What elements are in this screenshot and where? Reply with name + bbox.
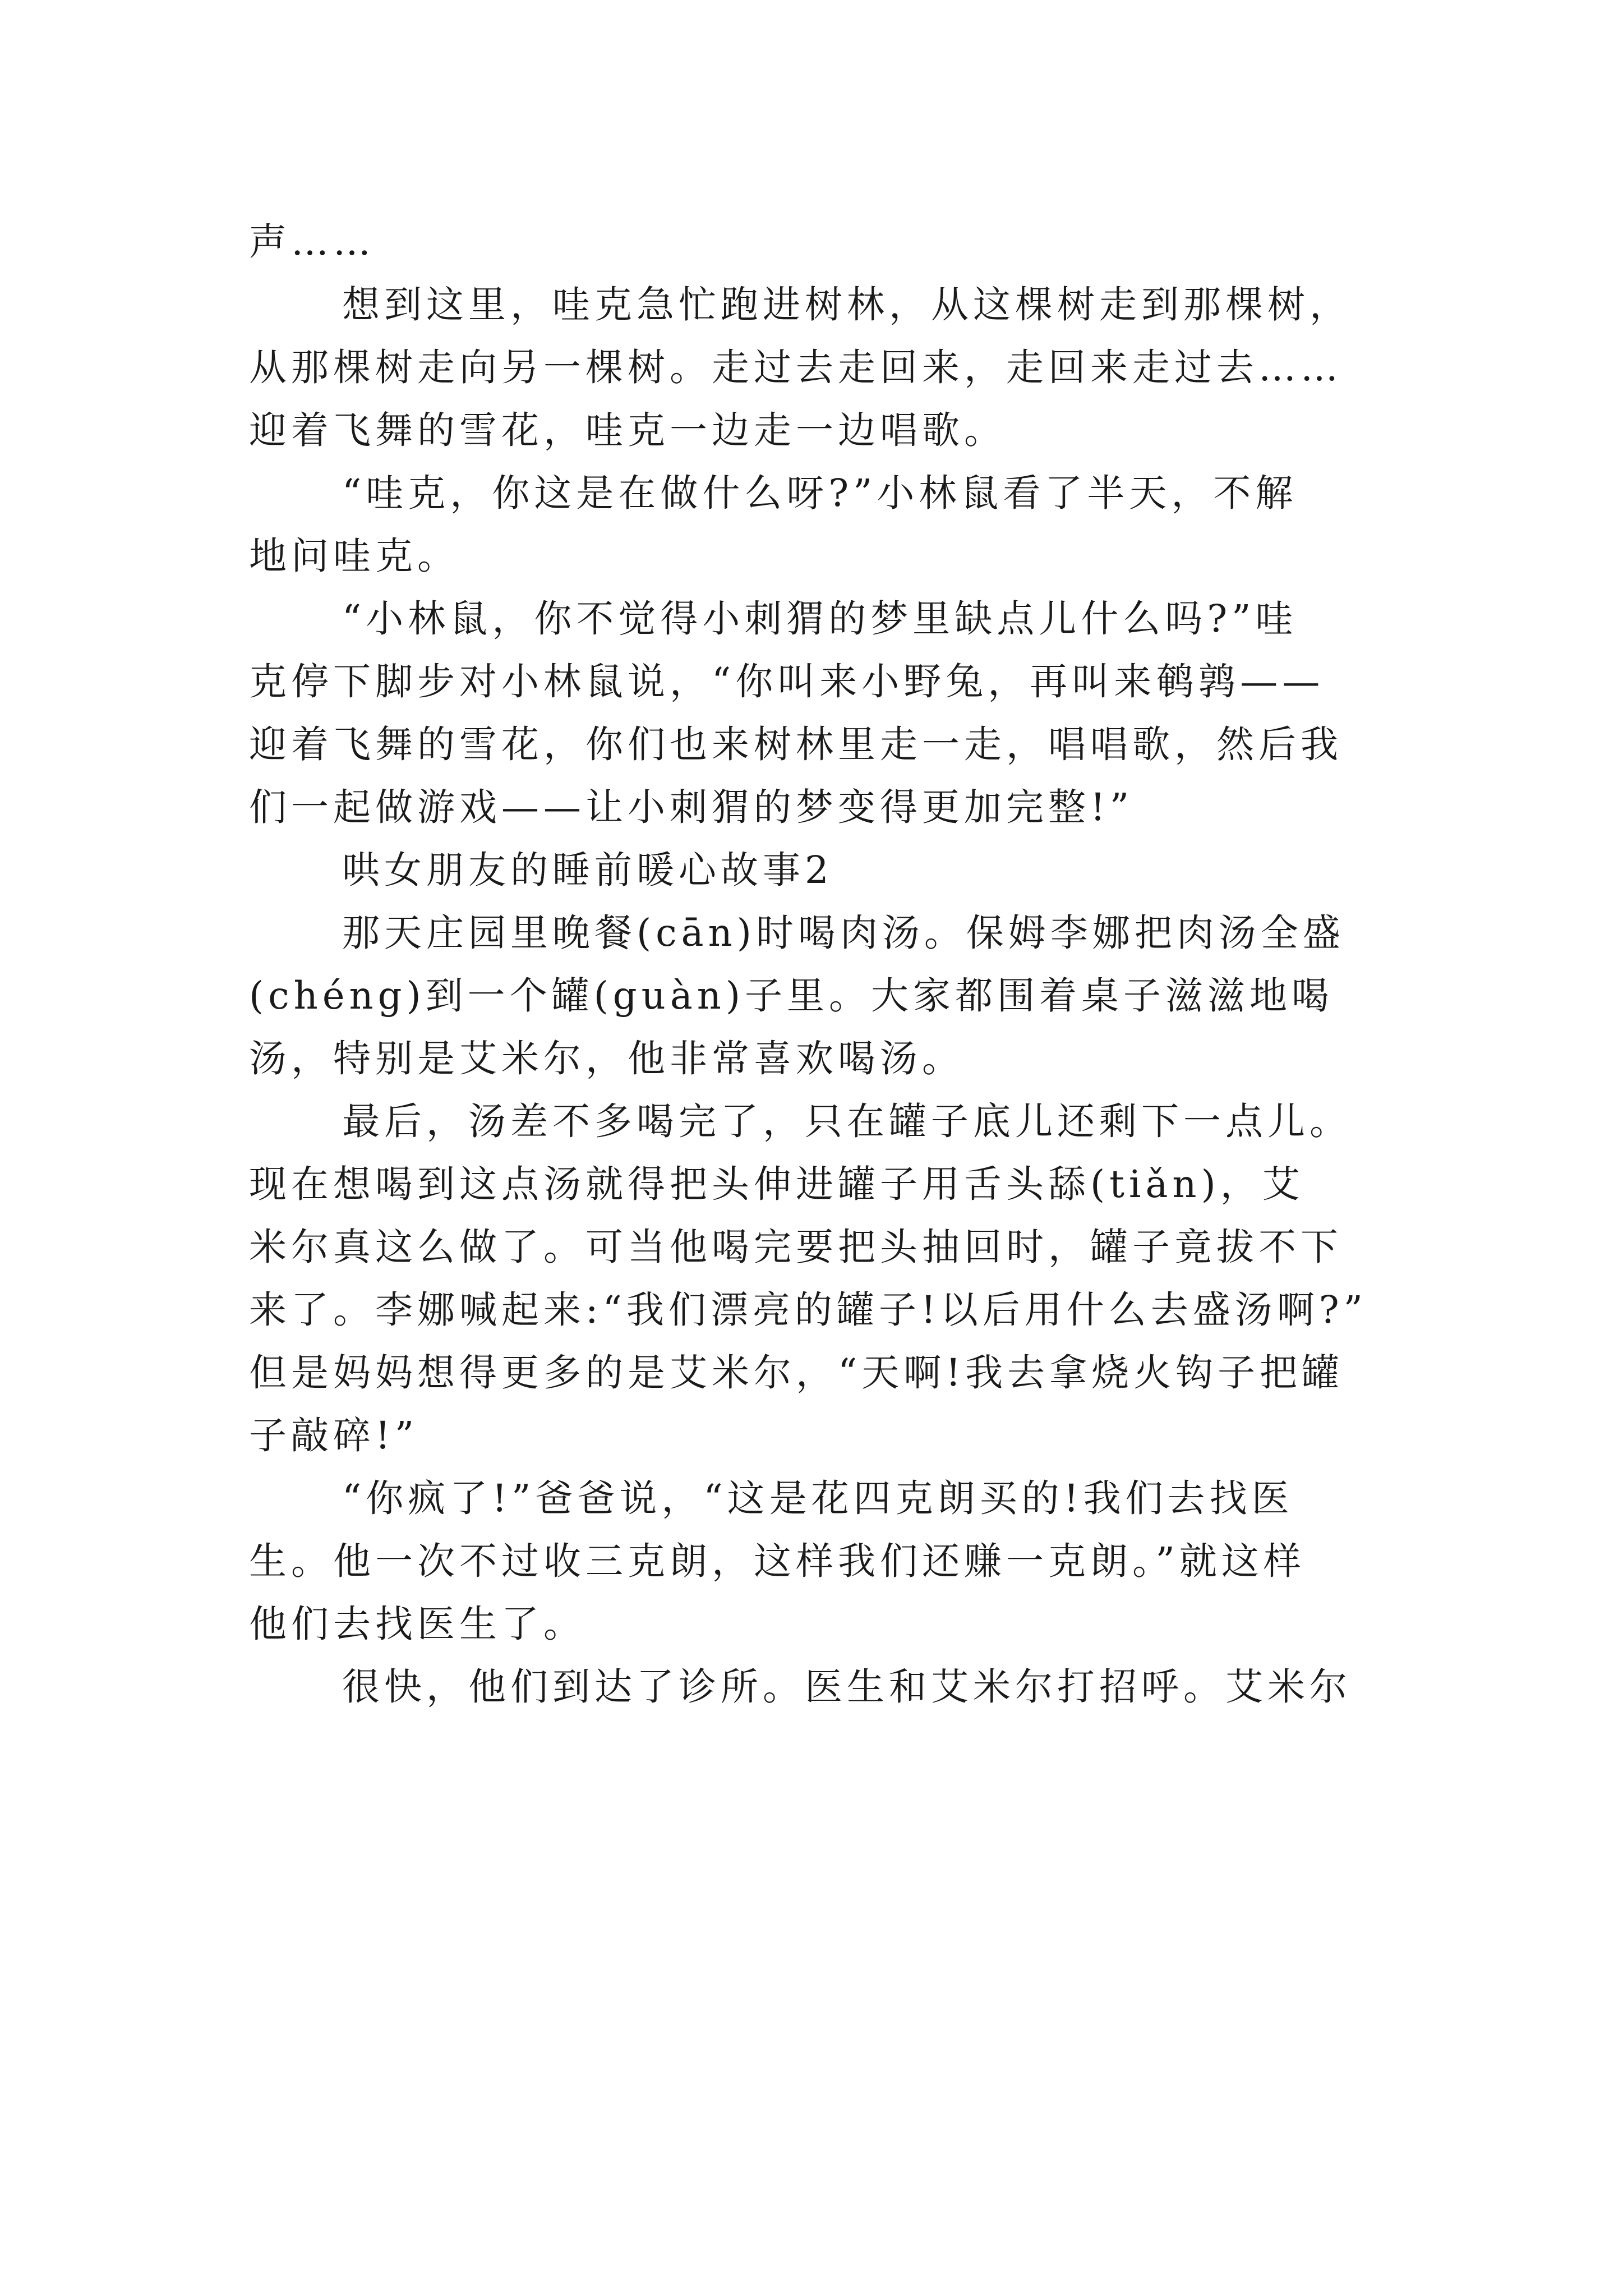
text-line: 很快，他们到达了诊所。医生和艾米尔打招呼。艾米尔 xyxy=(342,1665,1352,1709)
text-line: 米尔真这么做了。可当他喝完要把头抽回时，罐子竟拔不下 xyxy=(249,1225,1343,1269)
text-line: (chéng)到一个罐(guàn)子里。大家都围着桌子滋滋地喝 xyxy=(249,974,1334,1018)
text-line: 克停下脚步对小林鼠说，“你叫来小野兔，再叫来鹌鹑—— xyxy=(249,660,1325,703)
text-line: 他们去找医生了。 xyxy=(249,1602,585,1646)
text-line: 地问哇克。 xyxy=(249,534,459,578)
text-line: 声…… xyxy=(249,220,375,264)
text-line: 子敲碎!” xyxy=(249,1414,419,1457)
story-text xyxy=(249,210,1404,1718)
text-line: 迎着飞舞的雪花，你们也来树林里走一走，唱唱歌，然后我 xyxy=(249,723,1343,766)
text-line: 们一起做游戏——让小刺猬的梦变得更加完整!” xyxy=(249,785,1134,829)
text-line: 最后，汤差不多喝完了，只在罐子底儿还剩下一点儿。 xyxy=(342,1099,1352,1143)
text-line: 汤，特别是艾米尔，他非常喜欢喝汤。 xyxy=(249,1037,964,1080)
text-line: 生。他一次不过收三克朗，这样我们还赚一克朗。”就这样 xyxy=(249,1539,1306,1583)
text-line: 现在想喝到这点汤就得把头伸进罐子用舌头舔(tiǎn)，艾 xyxy=(249,1162,1304,1206)
text-line: 那天庄园里晚餐(cān)时喝肉汤。保姆李娜把肉汤全盛 xyxy=(342,911,1345,955)
story-heading: 哄女朋友的睡前暖心故事2 xyxy=(342,848,833,892)
text-line: 迎着飞舞的雪花，哇克一边走一边唱歌。 xyxy=(249,408,1006,452)
text-line: 想到这里，哇克急忙跑进树林，从这棵树走到那棵树， xyxy=(342,283,1352,326)
text-line: 来了。李娜喊起来:“我们漂亮的罐子!以后用什么去盛汤啊?” xyxy=(249,1288,1367,1332)
text-line: 从那棵树走向另一棵树。走过去走回来，走回来走过去…… xyxy=(249,346,1343,389)
text-line: “你疯了!”爸爸说，“这是花四克朗买的!我们去找医 xyxy=(342,1476,1294,1520)
text-line: “小林鼠，你不觉得小刺猬的梦里缺点儿什么吗?”哇 xyxy=(342,597,1298,641)
text-line: “哇克，你这是在做什么呀?”小林鼠看了半天，不解 xyxy=(342,471,1298,515)
text-line: 但是妈妈想得更多的是艾米尔，“天啊!我去拿烧火钩子把罐 xyxy=(249,1351,1344,1395)
